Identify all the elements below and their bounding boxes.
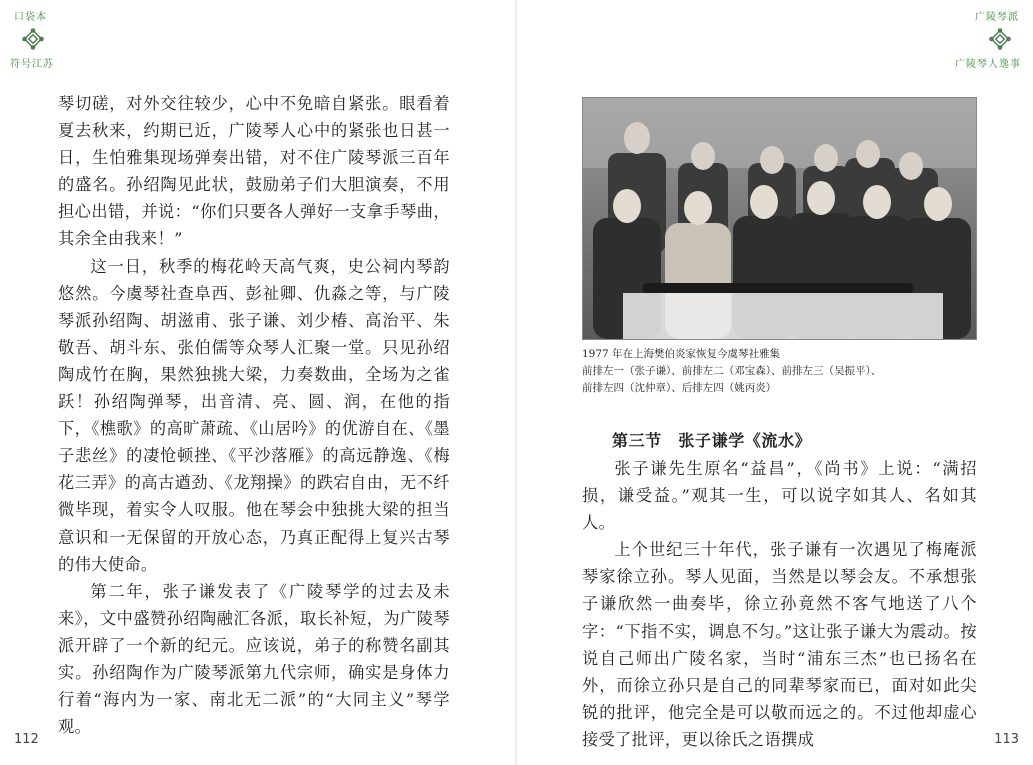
caption-line: 前排左一（张子谦）、前排左二（邓宝森）、前排左三（吴振平）、 [582, 365, 882, 377]
right-header-top: 广陵琴派 [975, 12, 1019, 23]
left-header-top: 口袋本 [14, 12, 47, 23]
group-photo-image [583, 98, 976, 339]
page-number: 112 [14, 732, 39, 747]
caption-line: 前排左四（沈仲章）、后排左四（姚丙炎） [582, 382, 777, 394]
paragraph: 上个世纪三十年代，张子谦有一次遇见了梅庵派琴家徐立孙。琴人见面，当然是以琴会友。不承想张子谦欣然一曲奏毕，徐立孙竟然不客气地送了八个字：“下指不实，调息不匀。”这让张子谦大为震动。按说自己师出广陵名家，当时“浦东三杰”也已扬名在外，而徐立孙只是自己的同辈琴家而已，面对如此尖锐的批评，他完全是可以敬而远之的。不过他却虚心接受了批评，更以徐氏之语撰成 [582, 540, 977, 749]
right-body-text [582, 455, 977, 753]
right-header-bottom: 广陵琴人逸事 [955, 59, 1021, 70]
knot-ornament-icon [989, 28, 1011, 50]
paragraph: 第二年，张子谦发表了《广陵琴学的过去及未来》，文中盛赞孙绍陶融汇各派，取长补短，为广陵琴派开辟了一个新的纪元。应该说，弟子的称赞名副其实。孙绍陶作为广陵琴派第九代宗师，确实是身体力行着“海内为一家、南北无二派”的“大同主义”琴学观。 [58, 581, 450, 737]
group-photo [582, 97, 977, 340]
caption-line: 1977 年在上海樊伯炎家恢复今虞琴社雅集 [582, 348, 781, 360]
section-title: 第三节 张子谦学《流水》 [612, 431, 812, 450]
paragraph: 张子谦先生原名“益昌”，《尚书》上说：“满招损，谦受益。”观其一生，可以说字如其人、名如其人。 [582, 459, 977, 533]
left-header-bottom: 符号江苏 [10, 59, 54, 70]
photo-caption [582, 346, 881, 397]
left-body-text [58, 90, 450, 740]
paragraph: 这一日，秋季的梅花岭天高气爽，史公祠内琴韵悠然。今虞琴社查阜西、彭祉卿、仇淼之等，与广陵琴派孙绍陶、胡滋甫、张子谦、刘少椿、高治平、朱敬吾、胡斗东、张伯儒等众琴人汇聚一堂。只见孙绍陶成竹在胸，果然独挑大梁，力奏数曲，全场为之雀跃！孙绍陶弹琴，出音清、亮、圆、润，在他的指下，《樵歌》的高旷萧疏、《山居吟》的优游自在、《墨子悲丝》的凄怆顿挫、《平沙落雁》的高远静逸、《梅花三弄》的高古遒劲、《龙翔操》的跌宕自由，无不纤微毕现，着实令人叹服。他在琴会中独挑大梁的担当意识和一无保留的开放心态，乃真正配得上复兴古琴的伟大使命。 [58, 256, 450, 574]
left-page [0, 0, 516, 765]
right-page [516, 0, 1033, 765]
page-number: 113 [994, 732, 1019, 747]
knot-ornament-icon [22, 28, 44, 50]
paragraph: 琴切磋，对外交往较少，心中不免暗自紧张。眼看着夏去秋来，约期已近，广陵琴人心中的紧张也日甚一日，生怕雅集现场弹奏出错，对不住广陵琴派三百年的盛名。孙绍陶见此状，鼓励弟子们大胆演奏，不用担心出错，并说：“你们只要各人弹好一支拿手琴曲，其余全由我来！” [58, 94, 450, 249]
